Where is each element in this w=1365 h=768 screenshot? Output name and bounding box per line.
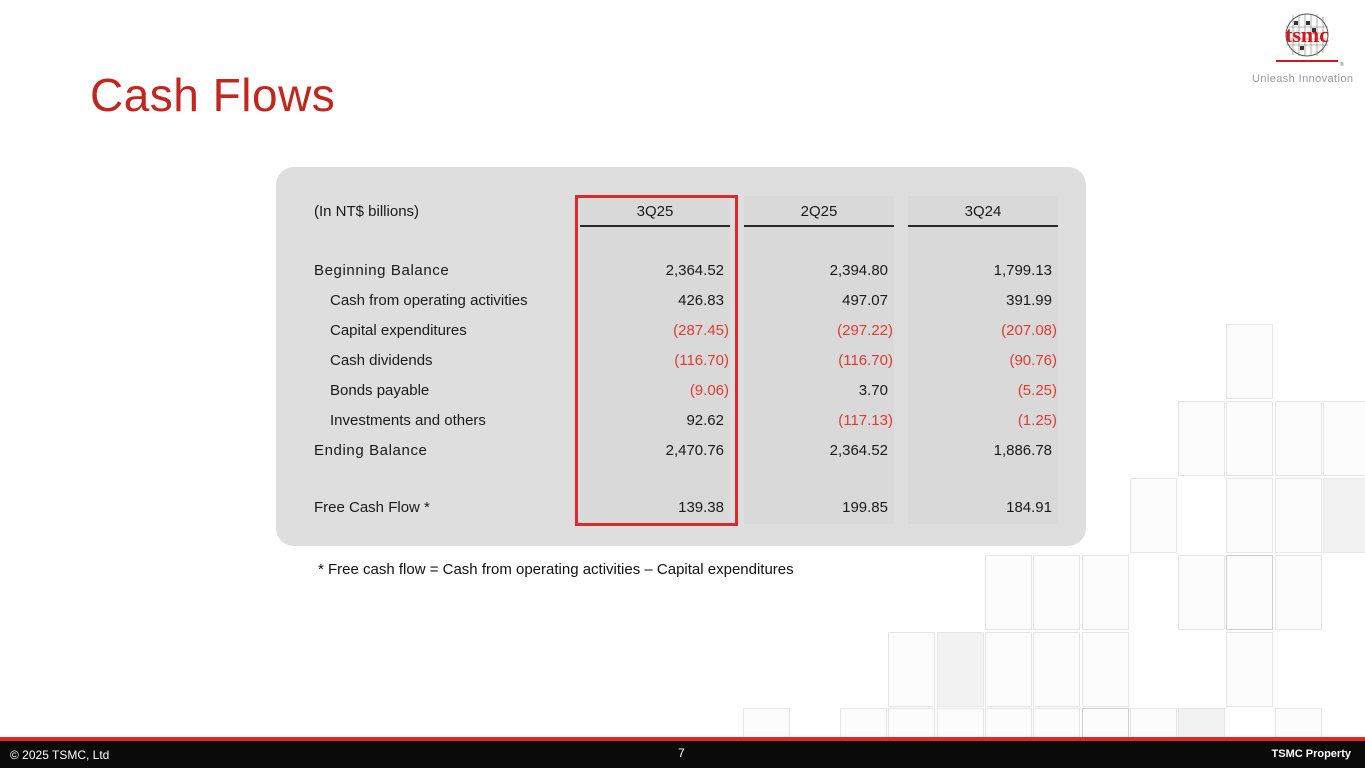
table-cell: 2,394.80: [829, 262, 888, 279]
table-cell: 92.62: [686, 412, 724, 429]
column-header: 3Q25: [636, 203, 674, 220]
row-label: Beginning Balance: [314, 262, 450, 279]
header-underline: [908, 225, 1058, 227]
page-title: Cash Flows: [90, 69, 336, 121]
unit-label: (In NT$ billions): [314, 203, 420, 220]
table-cell: 2,364.52: [665, 262, 724, 279]
table-cell: 3.70: [858, 382, 888, 399]
table-cell: 184.91: [1006, 499, 1052, 516]
table-cell: 199.85: [842, 499, 888, 516]
table-cell: 426.83: [678, 292, 724, 309]
row-label: Capital expenditures: [330, 322, 467, 339]
page-number: 7: [678, 746, 685, 760]
property-label: TSMC Property: [1271, 748, 1351, 760]
column-header: 2Q25: [800, 203, 838, 220]
current-quarter-highlight: [575, 195, 738, 526]
table-cell: (5.25): [1017, 382, 1057, 399]
table-cell: (90.76): [1009, 352, 1057, 369]
row-label: Investments and others: [330, 412, 486, 429]
table-cell: 497.07: [842, 292, 888, 309]
table-cell: (207.08): [1001, 322, 1057, 339]
footnote: * Free cash flow = Cash from operating activities – Capital expenditures: [318, 561, 794, 578]
table-cell: (9.06): [689, 382, 729, 399]
table-cell: (1.25): [1017, 412, 1057, 429]
table-cell: 1,799.13: [993, 262, 1052, 279]
table-cell: 391.99: [1006, 292, 1052, 309]
table-cell: 139.38: [678, 499, 724, 516]
tagline: Unleash Innovation: [1252, 73, 1354, 85]
header-underline: [744, 225, 894, 227]
row-label: Bonds payable: [330, 382, 430, 399]
row-label: Ending Balance: [314, 442, 428, 459]
table-cell: (116.70): [674, 352, 729, 369]
table-cell: (117.13): [838, 412, 893, 429]
table-cell: (297.22): [837, 322, 893, 339]
footer-bar: [0, 741, 1365, 768]
copyright: © 2025 TSMC, Ltd: [10, 748, 110, 762]
table-cell: 2,470.76: [665, 442, 724, 459]
row-label: Free Cash Flow *: [314, 499, 430, 516]
table-cell: (287.45): [673, 322, 729, 339]
table-cell: (116.70): [838, 352, 893, 369]
svg-text:®: ®: [1340, 62, 1344, 68]
table-cell: 2,364.52: [829, 442, 888, 459]
logo-wordmark: tsmc: [1285, 22, 1329, 47]
tsmc-logo: [1268, 12, 1346, 70]
table-cell: 1,886.78: [993, 442, 1052, 459]
row-label: Cash dividends: [330, 352, 433, 369]
column-header: 3Q24: [964, 203, 1002, 220]
row-label: Cash from operating activities: [330, 292, 528, 309]
